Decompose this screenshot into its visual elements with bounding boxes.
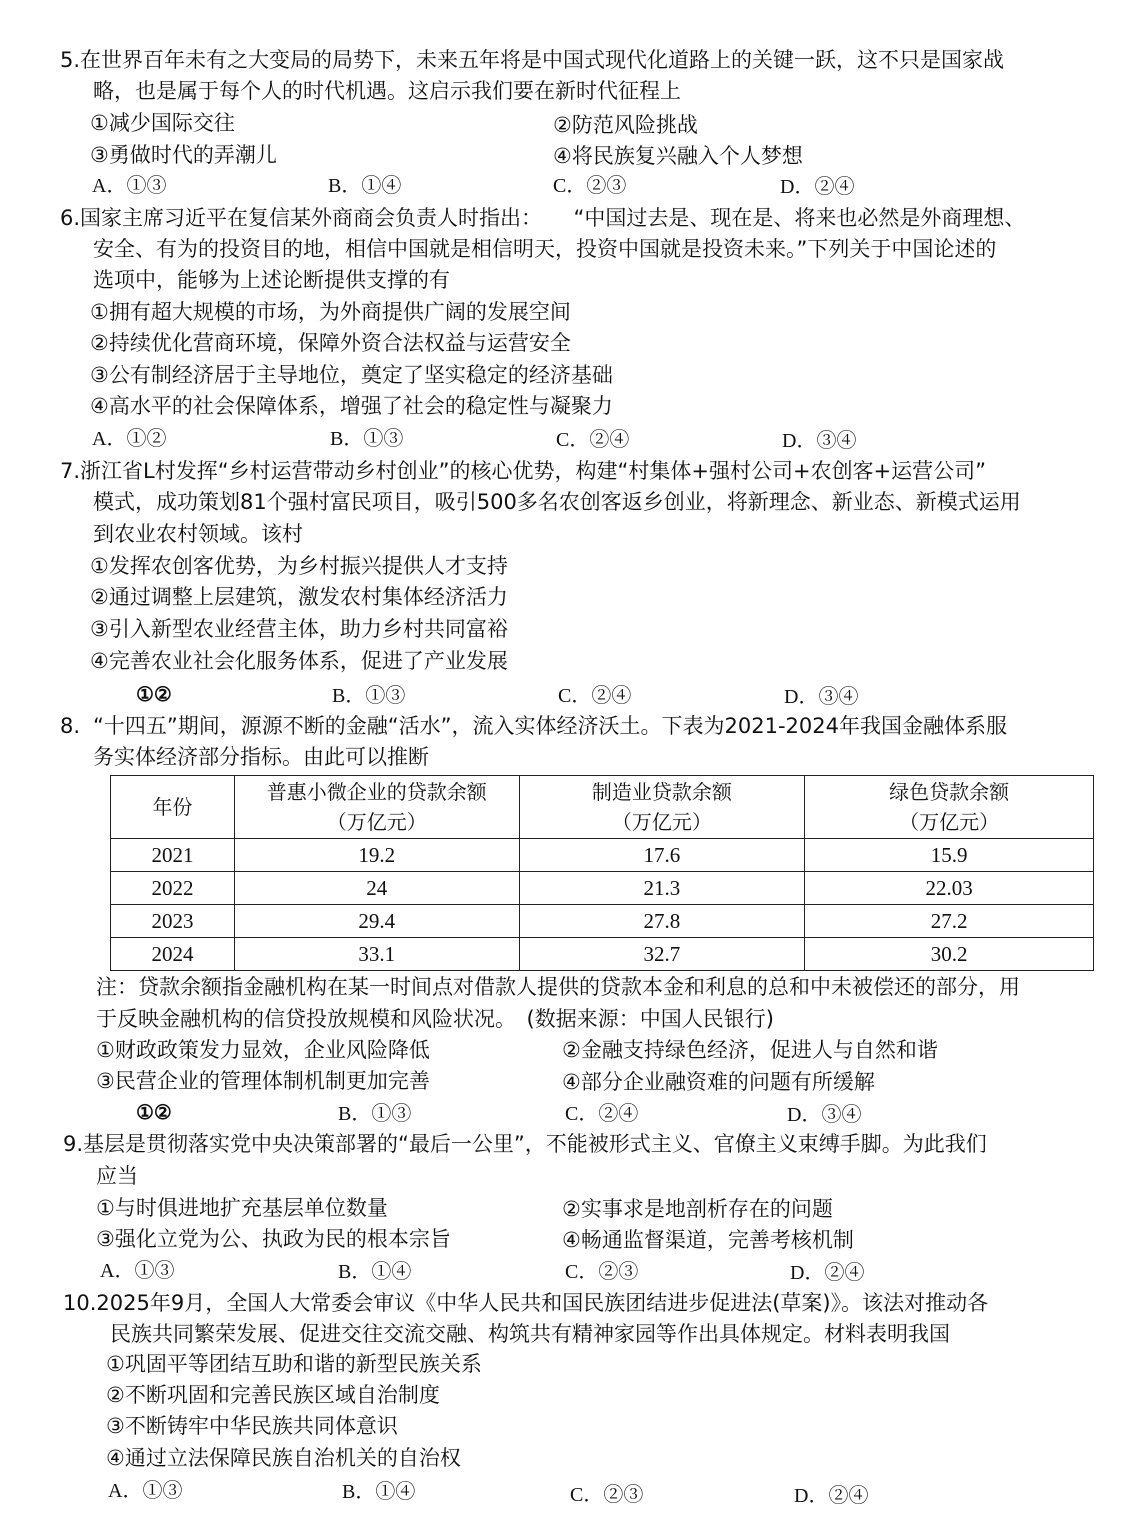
loan-balance-table (110, 775, 1094, 971)
q9-stem-line2: 应当 (96, 1164, 138, 1188)
table-cell: 2021 (111, 839, 235, 872)
q10-stem-line1: 10.2025年9月，全国人大常委会审议《中华人民共和国民族团结进步促进法(草案)》。该法对推动各 (63, 1291, 989, 1315)
q10-choice-c: C．②③ (570, 1484, 644, 1506)
q8-option-3: ③民营企业的管理体制机制更加完善 (96, 1069, 430, 1093)
q5-choice-d: D．②④ (780, 176, 855, 198)
q5-option-4: ④将民族复兴融入个人梦想 (553, 144, 803, 168)
q8-note-line1: 注：贷款余额指金融机构在某一时间点对借款人提供的贷款本金和利息的总和中未被偿还的部分，用 (96, 975, 1020, 999)
q6-option-3: ③公有制经济居于主导地位，奠定了坚实稳定的经济基础 (90, 363, 613, 387)
q6-choice-a: A．①② (92, 428, 167, 450)
q8-choice-b: B．①③ (338, 1103, 412, 1125)
table-row (111, 938, 1094, 971)
q6-choice-b: B．①③ (330, 428, 404, 450)
q9-choice-d: D．②④ (790, 1262, 865, 1284)
table-cell: 22.03 (805, 872, 1094, 905)
table-cell: 2022 (111, 872, 235, 905)
q7-option-4: ④完善农业社会化服务体系，促进了产业发展 (90, 649, 508, 673)
q8-stem-line1: “十四五”期间，源源不断的金融“活水”，流入实体经济沃土。下表为2021-2024年我国金融体系服 (93, 714, 1007, 738)
header-green-loans: 绿色贷款余额 （万亿元） (805, 776, 1094, 839)
q8-number: 8. (60, 714, 81, 738)
table-row (111, 905, 1094, 938)
q7-stem-line3: 到农业农村领域。该村 (93, 522, 303, 546)
q7-option-3: ③引入新型农业经营主体，助力乡村共同富裕 (90, 617, 508, 641)
table-header-row (111, 776, 1094, 839)
table-cell: 33.1 (234, 938, 519, 971)
q6-option-4: ④高水平的社会保障体系，增强了社会的稳定性与凝聚力 (90, 394, 613, 418)
q10-option-4: ④通过立法保障民族自治机关的自治权 (106, 1446, 461, 1470)
q8-note-line2: 于反映金融机构的信贷投放规模和风险状况。 (数据来源：中国人民银行) (96, 1007, 774, 1031)
q10-option-1: ①巩固平等团结互助和谐的新型民族关系 (106, 1352, 482, 1376)
q9-choice-c: C．②③ (565, 1261, 639, 1283)
q10-choice-a: A．①③ (108, 1480, 183, 1502)
q8-stem-line2: 务实体经济部分指标。由此可以推断 (93, 745, 429, 769)
header-year: 年份 (111, 776, 235, 839)
table-cell: 21.3 (519, 872, 805, 905)
q7-stem-line2: 模式，成功策划81个强村富民项目，吸引500多名农创客返乡创业，将新理念、新业态、新模式运用 (93, 490, 1021, 514)
q8-option-4: ④部分企业融资难的问题有所缓解 (562, 1070, 875, 1094)
q8-choice-d: D．③④ (787, 1104, 862, 1126)
q5-choice-c: C．②③ (553, 175, 627, 197)
q5-stem-line2: 略，也是属于每个人的时代机遇。这启示我们要在新时代征程上 (93, 79, 681, 103)
q6-stem-line2: 安全、有为的投资目的地，相信中国就是相信明天，投资中国就是投资未来。”下列关于中国论述的 (93, 237, 997, 261)
q7-option-2: ②通过调整上层建筑，激发农村集体经济活力 (90, 585, 508, 609)
q7-option-1: ①发挥农创客优势，为乡村振兴提供人才支持 (90, 554, 508, 578)
q9-choice-a: A．①③ (100, 1260, 175, 1282)
table-row (111, 839, 1094, 872)
table-cell: 17.6 (519, 839, 805, 872)
q7-choice-d: D．③④ (784, 686, 859, 708)
q6-choice-c: C．②④ (556, 429, 630, 451)
table-cell: 19.2 (234, 839, 519, 872)
q7-stem-line1: 7.浙江省L村发挥“乡村运营带动乡村创业”的核心优势，构建“村集体+强村公司+农创客+运营公司” (60, 459, 987, 483)
q7-choice-c: C．②④ (558, 685, 632, 707)
q5-option-2: ②防范风险挑战 (553, 113, 698, 137)
q5-choice-b: B．①④ (328, 175, 402, 197)
q10-option-3: ③不断铸牢中华民族共同体意识 (106, 1414, 398, 1438)
header-micro-loans: 普惠小微企业的贷款余额 （万亿元） (234, 776, 519, 839)
q8-option-1: ①财政政策发力显效，企业风险降低 (96, 1038, 430, 1062)
q9-option-3: ③强化立党为公、执政为民的根本宗旨 (96, 1227, 451, 1251)
q9-choice-b: B．①④ (338, 1261, 412, 1283)
table-cell: 32.7 (519, 938, 805, 971)
q6-choice-d: D．③④ (782, 430, 857, 452)
table-cell: 2023 (111, 905, 235, 938)
table-cell: 24 (234, 872, 519, 905)
q8-choice-a: ①② (136, 1102, 172, 1124)
table-cell: 27.8 (519, 905, 805, 938)
q5-option-3: ③勇做时代的弄潮儿 (90, 143, 277, 167)
table-cell: 15.9 (805, 839, 1094, 872)
q7-choice-b: B．①③ (332, 685, 406, 707)
table-cell: 27.2 (805, 905, 1094, 938)
q10-option-2: ②不断巩固和完善民族区域自治制度 (106, 1383, 440, 1407)
q9-option-1: ①与时俱进地扩充基层单位数量 (96, 1196, 388, 1220)
q9-option-4: ④畅通监督渠道，完善考核机制 (562, 1228, 854, 1252)
q5-choice-a: A．①③ (92, 175, 167, 197)
q7-choice-a: ①② (136, 684, 172, 706)
header-manufacturing-loans: 制造业贷款余额 （万亿元） (519, 776, 805, 839)
q10-choice-d: D．②④ (794, 1485, 869, 1507)
q9-stem-line1: 9.基层是贯彻落实党中央决策部署的“最后一公里”，不能被形式主义、官僚主义束缚手脚。为此我们 (63, 1132, 987, 1156)
q8-option-2: ②金融支持绿色经济，促进人与自然和谐 (562, 1038, 938, 1062)
table-cell: 2024 (111, 938, 235, 971)
table-cell: 29.4 (234, 905, 519, 938)
q10-choice-b: B．①④ (342, 1481, 416, 1503)
q5-stem-line1: 5.在世界百年未有之大变局的局势下，未来五年将是中国式现代化道路上的关键一跃，这不只是国家战 (60, 48, 1005, 72)
q6-stem-line1: 6.国家主席习近平在复信某外商商会负责人时指出： “中国过去是、现在是、将来也必然是外商理想、 (60, 206, 1026, 230)
q6-option-1: ①拥有超大规模的市场，为外商提供广阔的发展空间 (90, 300, 571, 324)
q10-stem-line2: 民族共同繁荣发展、促进交往交流交融、构筑共有精神家园等作出具体规定。材料表明我国 (110, 1322, 950, 1346)
q6-option-2: ②持续优化营商环境，保障外资合法权益与运营安全 (90, 331, 571, 355)
q5-option-1: ①减少国际交往 (90, 111, 235, 135)
q6-stem-line3: 选项中，能够为上述论断提供支撑的有 (93, 268, 450, 292)
q9-option-2: ②实事求是地剖析存在的问题 (562, 1197, 833, 1221)
table-row (111, 872, 1094, 905)
table-cell: 30.2 (805, 938, 1094, 971)
q8-choice-c: C．②④ (565, 1103, 639, 1125)
